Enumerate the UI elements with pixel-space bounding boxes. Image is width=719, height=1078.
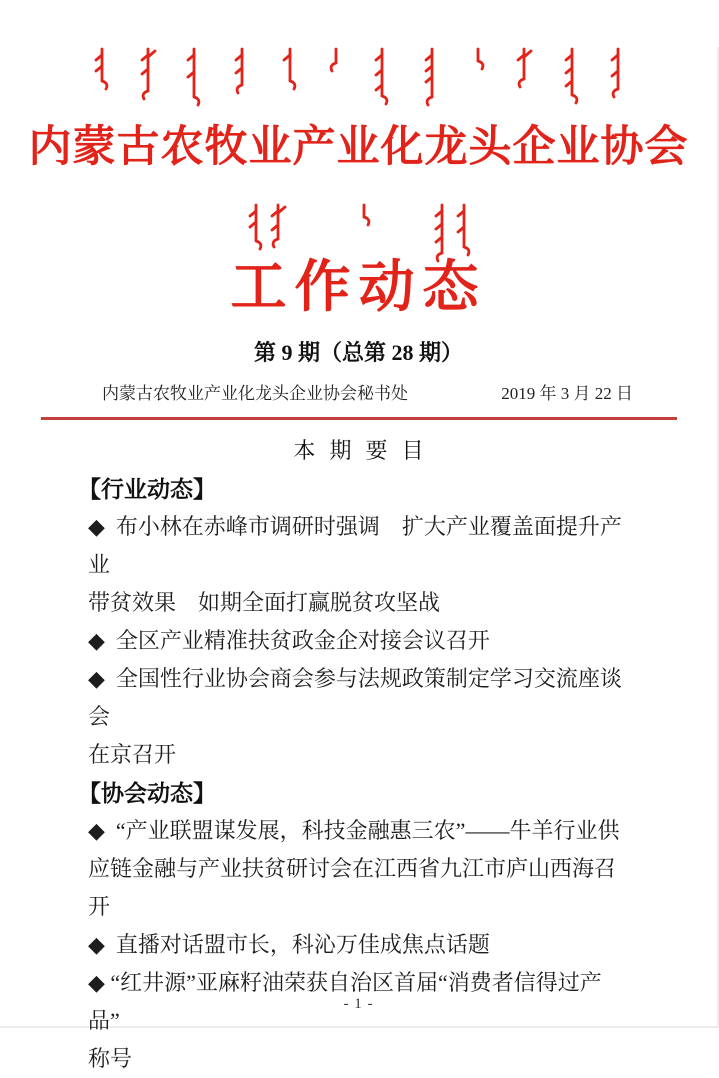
toc-item-line: ◆ 直播对话盟市长，科沁万佳成焦点话题 [88, 932, 490, 957]
mongolian-script-header [0, 47, 717, 107]
toc-item-line: ◆ “产业联盟谋发展，科技金融惠三农”——牛羊行业供 [88, 818, 620, 843]
publisher-name: 内蒙古农牧业产业化龙头企业协会秘书处 [102, 384, 408, 403]
mongolian-script-glyph [609, 47, 625, 101]
section-heading-association: 【协会动态】 [78, 780, 216, 806]
toc-item-line: ◆ “红井源”亚麻籽油荣获自治区首届“消费者信得过产品” [88, 970, 602, 1033]
red-divider-line [41, 417, 677, 420]
toc-item-line: ◆ 全国性行业协会商会参与法规政策制定学习交流座谈会 [88, 666, 622, 729]
bulletin-page [0, 47, 719, 1071]
mongolian-script-subtitle [0, 203, 717, 261]
mongolian-script-glyph [327, 47, 343, 75]
publish-date: 2019 年 3 月 22 日 [501, 384, 633, 403]
mongolian-script-glyph [247, 203, 263, 253]
bulletin-title: 工作动态 [230, 257, 487, 319]
organization-title: 内蒙古农牧业产业化龙头企业协会 [28, 124, 689, 171]
mongolian-script-glyph [433, 203, 449, 265]
issue-number: 第 9 期（总第 28 期） [253, 340, 463, 365]
toc-item-line: 称号 [88, 1046, 133, 1071]
mongolian-script-glyph [373, 47, 389, 108]
toc-item-line: 带贫效果 如期全面打赢脱贫攻坚战 [88, 590, 441, 615]
mongolian-script-glyph [515, 47, 531, 91]
mongolian-script-glyph [469, 47, 485, 73]
mongolian-script-glyph [185, 47, 201, 109]
toc-item-line: ◆ 布小林在赤峰市调研时强调 扩大产业覆盖面提升产业 [88, 514, 622, 577]
mongolian-script-glyph [269, 203, 285, 251]
toc-item-line: ◆ 全区产业精准扶贫政金企对接会议召开 [88, 628, 490, 653]
mongolian-script-glyph [139, 47, 155, 103]
mongolian-script-glyph [423, 47, 439, 109]
publisher-row [42, 383, 675, 405]
page-number: - 1 - [343, 996, 374, 1012]
mongolian-script-glyph [93, 47, 109, 93]
mongolian-script-glyph [281, 47, 297, 93]
section-heading-industry: 【行业动态】 [78, 476, 216, 502]
mongolian-script-glyph [563, 47, 579, 107]
table-of-contents [78, 432, 633, 1078]
mongolian-script-glyph [233, 47, 249, 97]
mongolian-script-glyph [455, 203, 471, 259]
toc-item-line: 在京召开 [88, 742, 177, 767]
mongolian-script-glyph [355, 203, 371, 229]
toc-heading: 本 期 要 目 [293, 438, 428, 463]
toc-item-line: 应链金融与产业扶贫研讨会在江西省九江市庐山西海召开 [88, 856, 617, 919]
